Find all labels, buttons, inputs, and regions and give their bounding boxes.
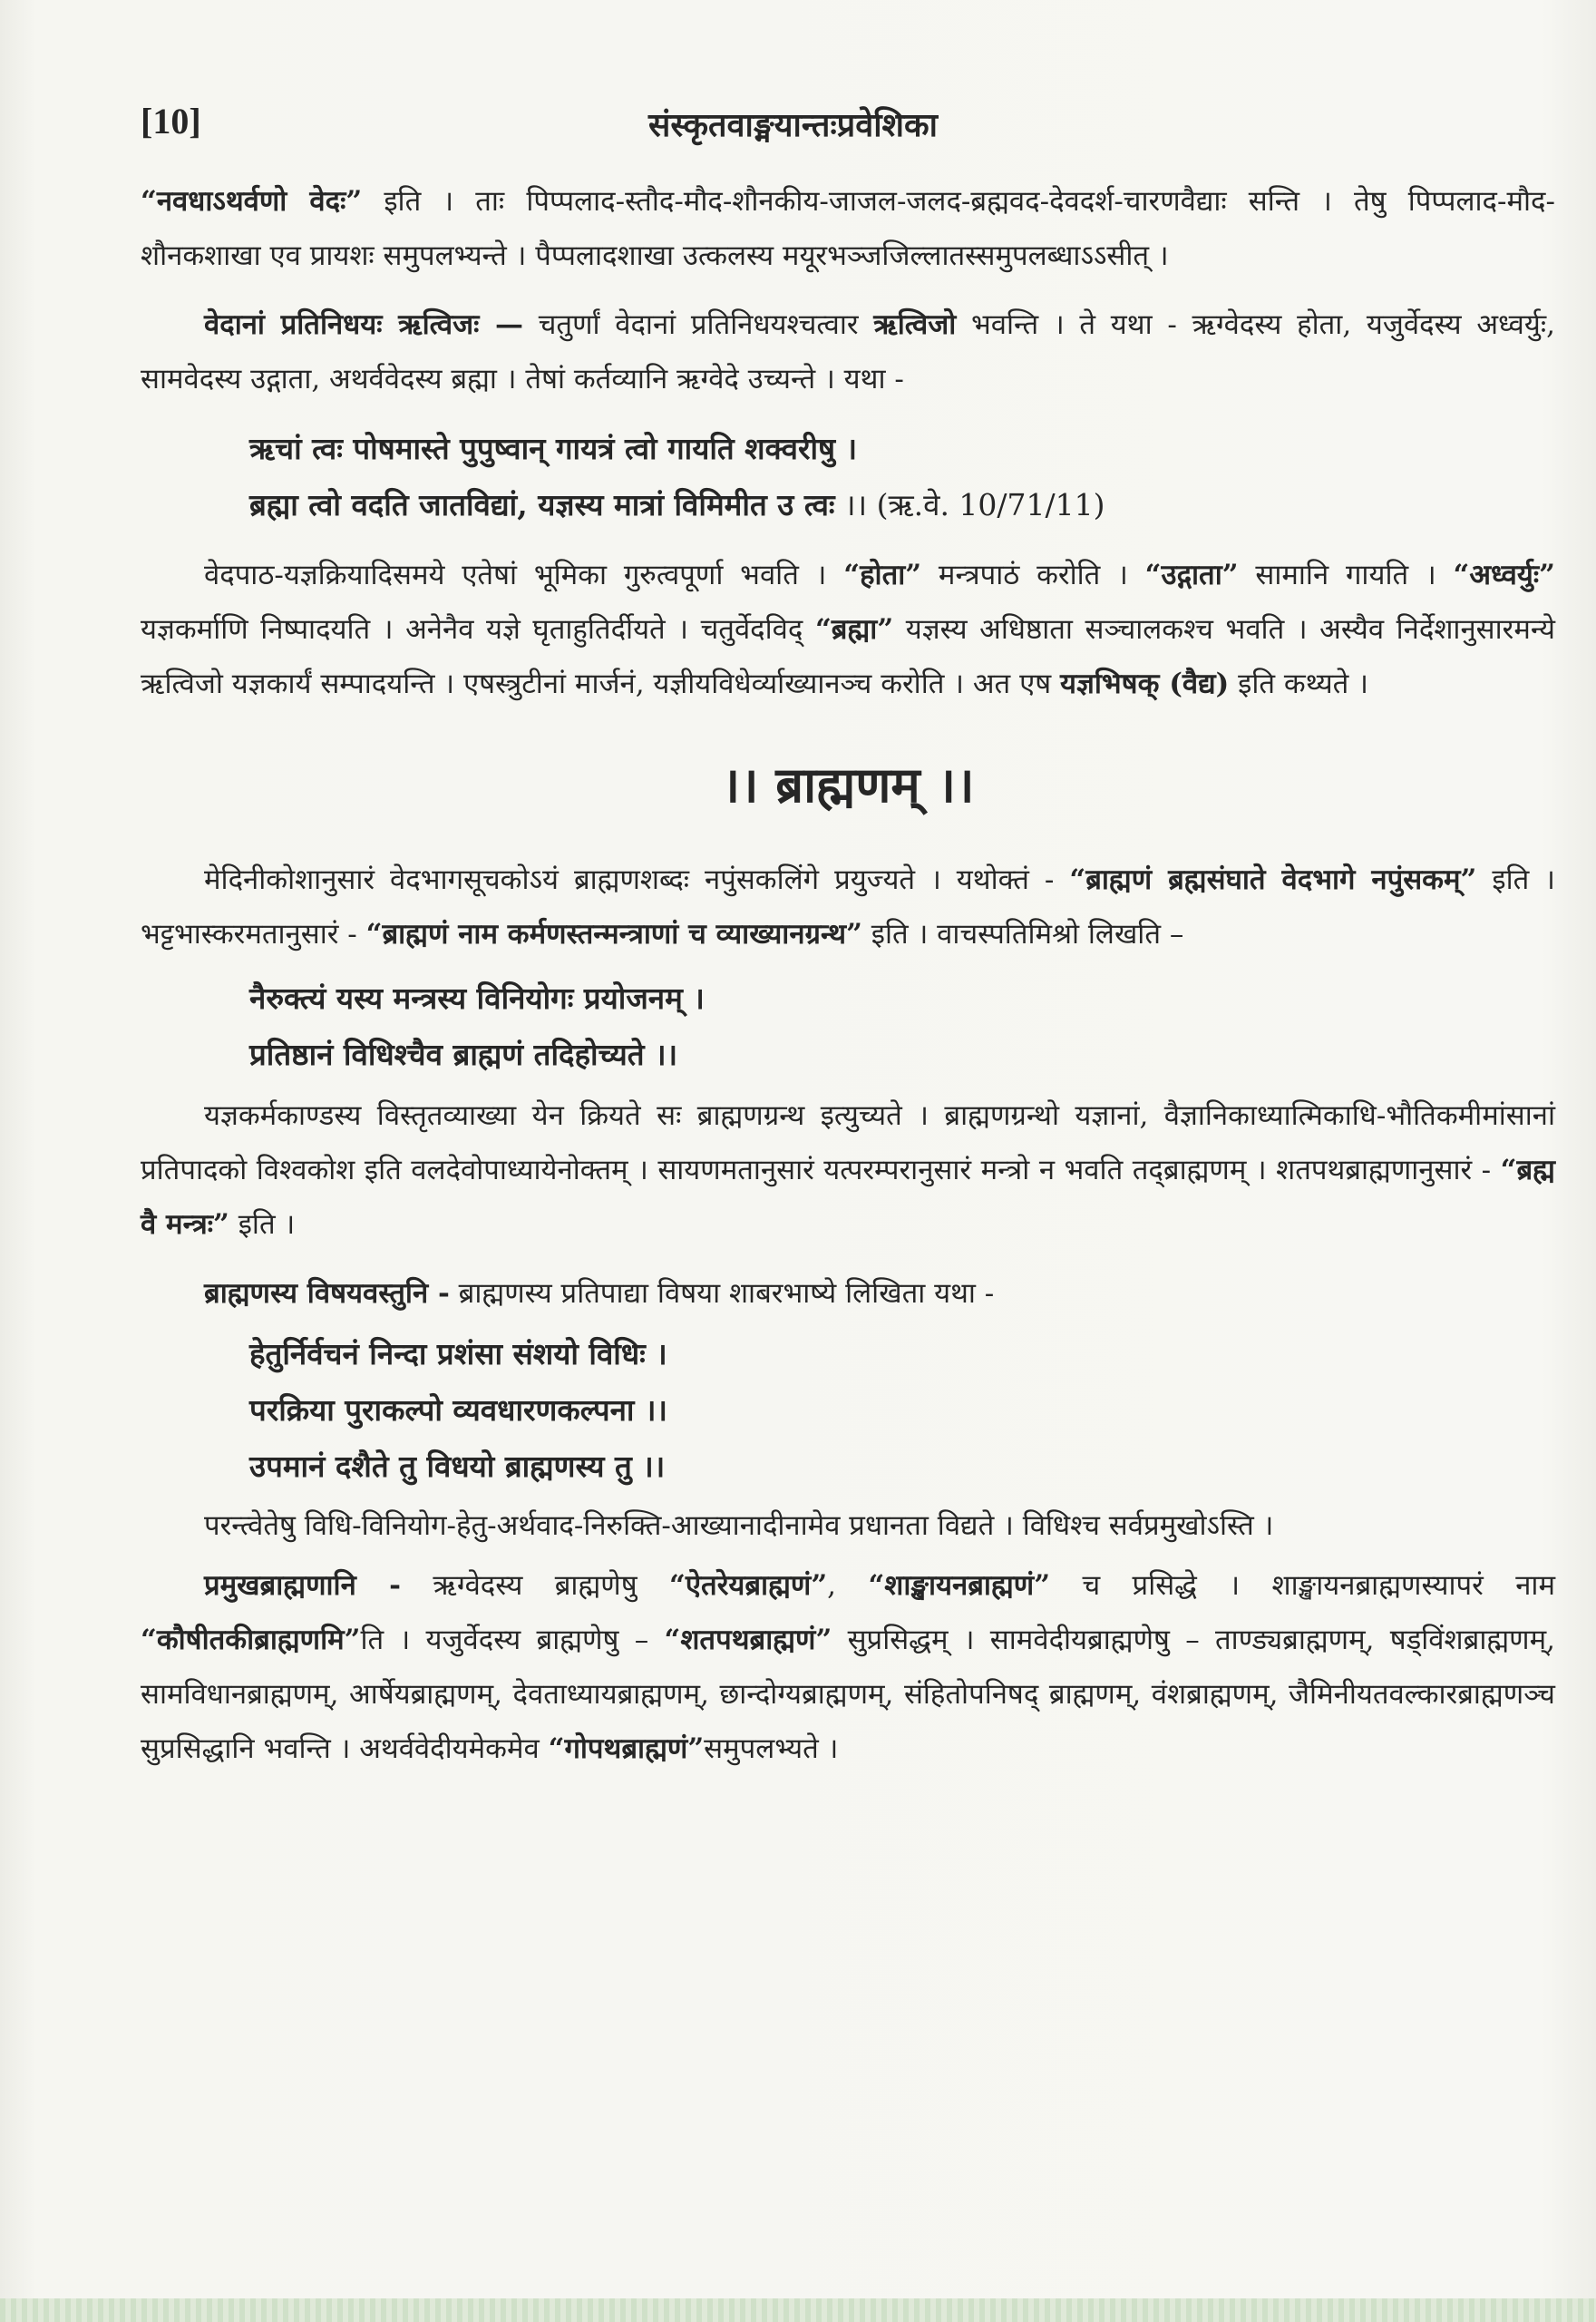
bold-term: प्रमुखब्राह्मणानि - xyxy=(204,1569,401,1602)
text-run: यज्ञस्य अधिष्ठाता सञ्चालकश्च भवति । अस्यैव निर्देशानुसारमन्ये ऋत्विजो यज्ञकार्यं सम्पादयन्ति । एषस्त्रुटीनां मार्जनं, यज्ञीयविधेर्व्याख्यानञ्च करोति । अत एष xyxy=(141,613,1555,700)
bold-term: “ब्राह्मणं नाम कर्मणस्तन्मन्त्राणां च व्याख्यानग्रन्थ” xyxy=(365,918,862,951)
text-run: इति । xyxy=(229,1208,296,1241)
paragraph-vishayavastu xyxy=(141,1266,1555,1321)
bold-term: “ब्राह्मणं ब्रह्मसंघाते वेदभागे नपुंसकम्” xyxy=(1069,863,1477,896)
text-run: यज्ञकर्मकाण्डस्य विस्तृतव्याख्या येन क्रियते सः ब्राह्मणग्रन्थ इत्युच्यते । ब्राह्मणग्रन्थो यज्ञानां, वैज्ञानिकाध्यात्मिकाधि-भौतिकमीमांसानां प्रतिपादको विश्वकोश इति वलदेवोपाध्यायेनोक्तम् । सायणमतानुसारं यत्परम्परानुसारं मन्त्रो न भवति तद्ब्राह्मणम् । शतपथब्राह्मणानुसारं - xyxy=(141,1099,1555,1186)
page-body xyxy=(141,174,1555,1776)
text-run: इति । वाचस्पतिमिश्रो लिखति – xyxy=(861,918,1184,951)
text-run: परन्त्वेतेषु विधि-विनियोग-हेतु-अर्थवाद-निरुक्ति-आख्यानादीनामेव प्रधानता विद्यते । विधिश्च सर्वप्रमुखोऽस्ति । xyxy=(204,1509,1274,1542)
page-number: [10] xyxy=(141,101,201,141)
text-run: सुप्रसिद्धम् । सामवेदीयब्राह्मणेषु – ताण्ड्यब्राह्मणम्, षड्विंशब्राह्मणम्, सामविधानब्राह्मणम्, आर्षेयब्राह्मणम्, देवताध्यायब्राह्मणम्, छान्दोग्यब्राह्मणम्, संहितोपनिषद् ब्राह्मणम्, वंशब्राह्मणम्, जैमिनीयतवल्कारब्राह्मणञ्च सुप्रसिद्धानि भवन्ति । अथर्ववेदीयमेकमेव xyxy=(141,1624,1555,1765)
text-run: ऋग्वेदस्य ब्राह्मणेषु xyxy=(401,1569,670,1602)
bold-term: वेदानां प्रतिनिधयः ऋत्विजः — xyxy=(204,308,523,341)
text-run: ति । यजुर्वेदस्य ब्राह्मणेषु – xyxy=(360,1624,665,1656)
verse-line: परक्रिया पुराकल्पो व्यवधारणकल्पना ।। xyxy=(249,1392,667,1428)
bold-term: ब्राह्मणस्य विषयवस्तुनि - xyxy=(204,1277,450,1310)
verse-vachaspati xyxy=(141,971,1555,1083)
text-run: यज्ञकर्माणि निष्पादयति । अनेनैव यज्ञे घृताहुतिर्दीयते । चतुर्वेदविद् xyxy=(141,613,815,646)
verse-reference: ।। (ऋ.वे. 10/71/11) xyxy=(834,487,1105,522)
bold-term: “होता” xyxy=(843,559,922,591)
paragraph-atharvaveda-shakhas xyxy=(141,174,1555,283)
scan-edge-strip xyxy=(0,2298,1596,2322)
bold-term: “ऐतरेयब्राह्मणं” xyxy=(669,1569,828,1602)
running-title: संस्कृतवाङ्मयान्तःप्रवेशिका xyxy=(648,106,938,144)
bold-term: ऋत्विजो xyxy=(873,308,957,341)
paragraph-brahmana-granth xyxy=(141,1088,1555,1252)
verse-shabarabhashya xyxy=(141,1326,1555,1495)
verse-line: ऋचां त्वः पोषमास्ते पुपुष्वान् गायत्रं त्वो गायति शक्वरीषु । xyxy=(249,431,858,466)
bold-term: “कौषीतकीब्राह्मणमि” xyxy=(141,1624,361,1656)
verse-line: नैरुक्त्यं यस्य मन्त्रस्य विनियोगः प्रयोजनम् । xyxy=(249,981,705,1016)
bold-term: “नवधाऽथर्वणो वेदः” xyxy=(141,185,363,218)
bold-term: “उद्गाता” xyxy=(1144,559,1239,591)
text-run: समुपलभ्यते । xyxy=(704,1732,839,1765)
text-run: चतुर्णां वेदानां प्रतिनिधयश्चत्वार xyxy=(523,308,874,341)
text-run: भवन्ति । ते यथा - ऋग्वेदस्य होता, यजुर्वेदस्य अध्वर्युः, सामवेदस्य उद्गाता, अथर्ववेदस्य ब्रह्मा । तेषां कर्तव्यानि ऋग्वेदे उच्यन्ते । यथा - xyxy=(141,308,1555,395)
verse-line: हेतुर्निर्वचनं निन्दा प्रशंसा संशयो विधिः । xyxy=(249,1336,667,1371)
bold-term: यज्ञभिषक् (वैद्य) xyxy=(1060,668,1230,700)
paragraph-vidhi-pradhanata xyxy=(141,1498,1555,1553)
text-run: च प्रसिद्धे । शाङ्खायनब्राह्मणस्यापरं नाम xyxy=(1050,1569,1555,1602)
text-run: ब्राह्मणस्य प्रतिपाद्या विषया शाबरभाष्ये लिखिता यथा - xyxy=(449,1277,995,1310)
paragraph-pramukh-brahmanani xyxy=(141,1558,1555,1776)
page-header xyxy=(141,100,1555,154)
bold-term: “शाङ्खायनब्राह्मणं” xyxy=(868,1569,1051,1602)
section-heading-brahmanam: ।। ब्राह्मणम् ।। xyxy=(721,756,975,814)
text-run: इति कथ्यते । xyxy=(1229,668,1368,700)
verse-line: प्रतिष्ठानं विधिश्चैव ब्राह्मणं तदिहोच्यते ।। xyxy=(249,1037,678,1072)
verse-line-text: ब्रह्मा त्वो वदति जातविद्यां, यज्ञस्य मात्रां विमिमीत उ त्वः xyxy=(249,487,835,522)
paragraph-brahmana-definition xyxy=(141,853,1555,961)
verse-rigveda xyxy=(141,421,1555,533)
text-run: सामानि गायति । xyxy=(1238,559,1454,591)
paragraph-ritvij-roles xyxy=(141,548,1555,711)
bold-term: “ब्रह्म वै मन्त्रः” xyxy=(141,1154,1555,1241)
bold-term: “गोपथब्राह्मणं” xyxy=(548,1732,705,1765)
verse-line xyxy=(141,477,1555,533)
text-run: मेदिनीकोशानुसारं वेदभागसूचकोऽयं ब्राह्मणशब्दः नपुंसकलिंगे प्रयुज्यते । यथोक्तं - xyxy=(204,863,1070,896)
bold-term: “ब्रह्मा” xyxy=(814,613,894,646)
bold-term: “अध्वर्युः” xyxy=(1453,559,1555,591)
text-run: इति । भट्टभास्करमतानुसारं - xyxy=(141,863,1555,951)
text-run: , xyxy=(827,1569,869,1602)
verse-line: उपमानं दशैते तु विधयो ब्राह्मणस्य तु ।। xyxy=(249,1449,666,1484)
paragraph-ritvijah xyxy=(141,298,1555,406)
text-run: इति । ताः पिप्पलाद-स्तौद-मौद-शौनकीय-जाजल-जलद-ब्रह्मवद-देवदर्श-चारणवैद्याः सन्ति । तेषु पिप्पलाद-मौद-शौनकशाखा एव प्रायशः समुपलभ्यन्ते । पैप्पलादशाखा उत्कलस्य मयूरभञ्जजिल्लातस्समुपलब्धाऽऽसीत् । xyxy=(141,185,1555,272)
text-run: वेदपाठ-यज्ञक्रियादिसमये एतेषां भूमिका गुरुत्वपूर्णा भवति । xyxy=(204,559,844,591)
text-run: मन्त्रपाठं करोति । xyxy=(921,559,1145,591)
bold-term: “शतपथब्राह्मणं” xyxy=(664,1624,832,1656)
